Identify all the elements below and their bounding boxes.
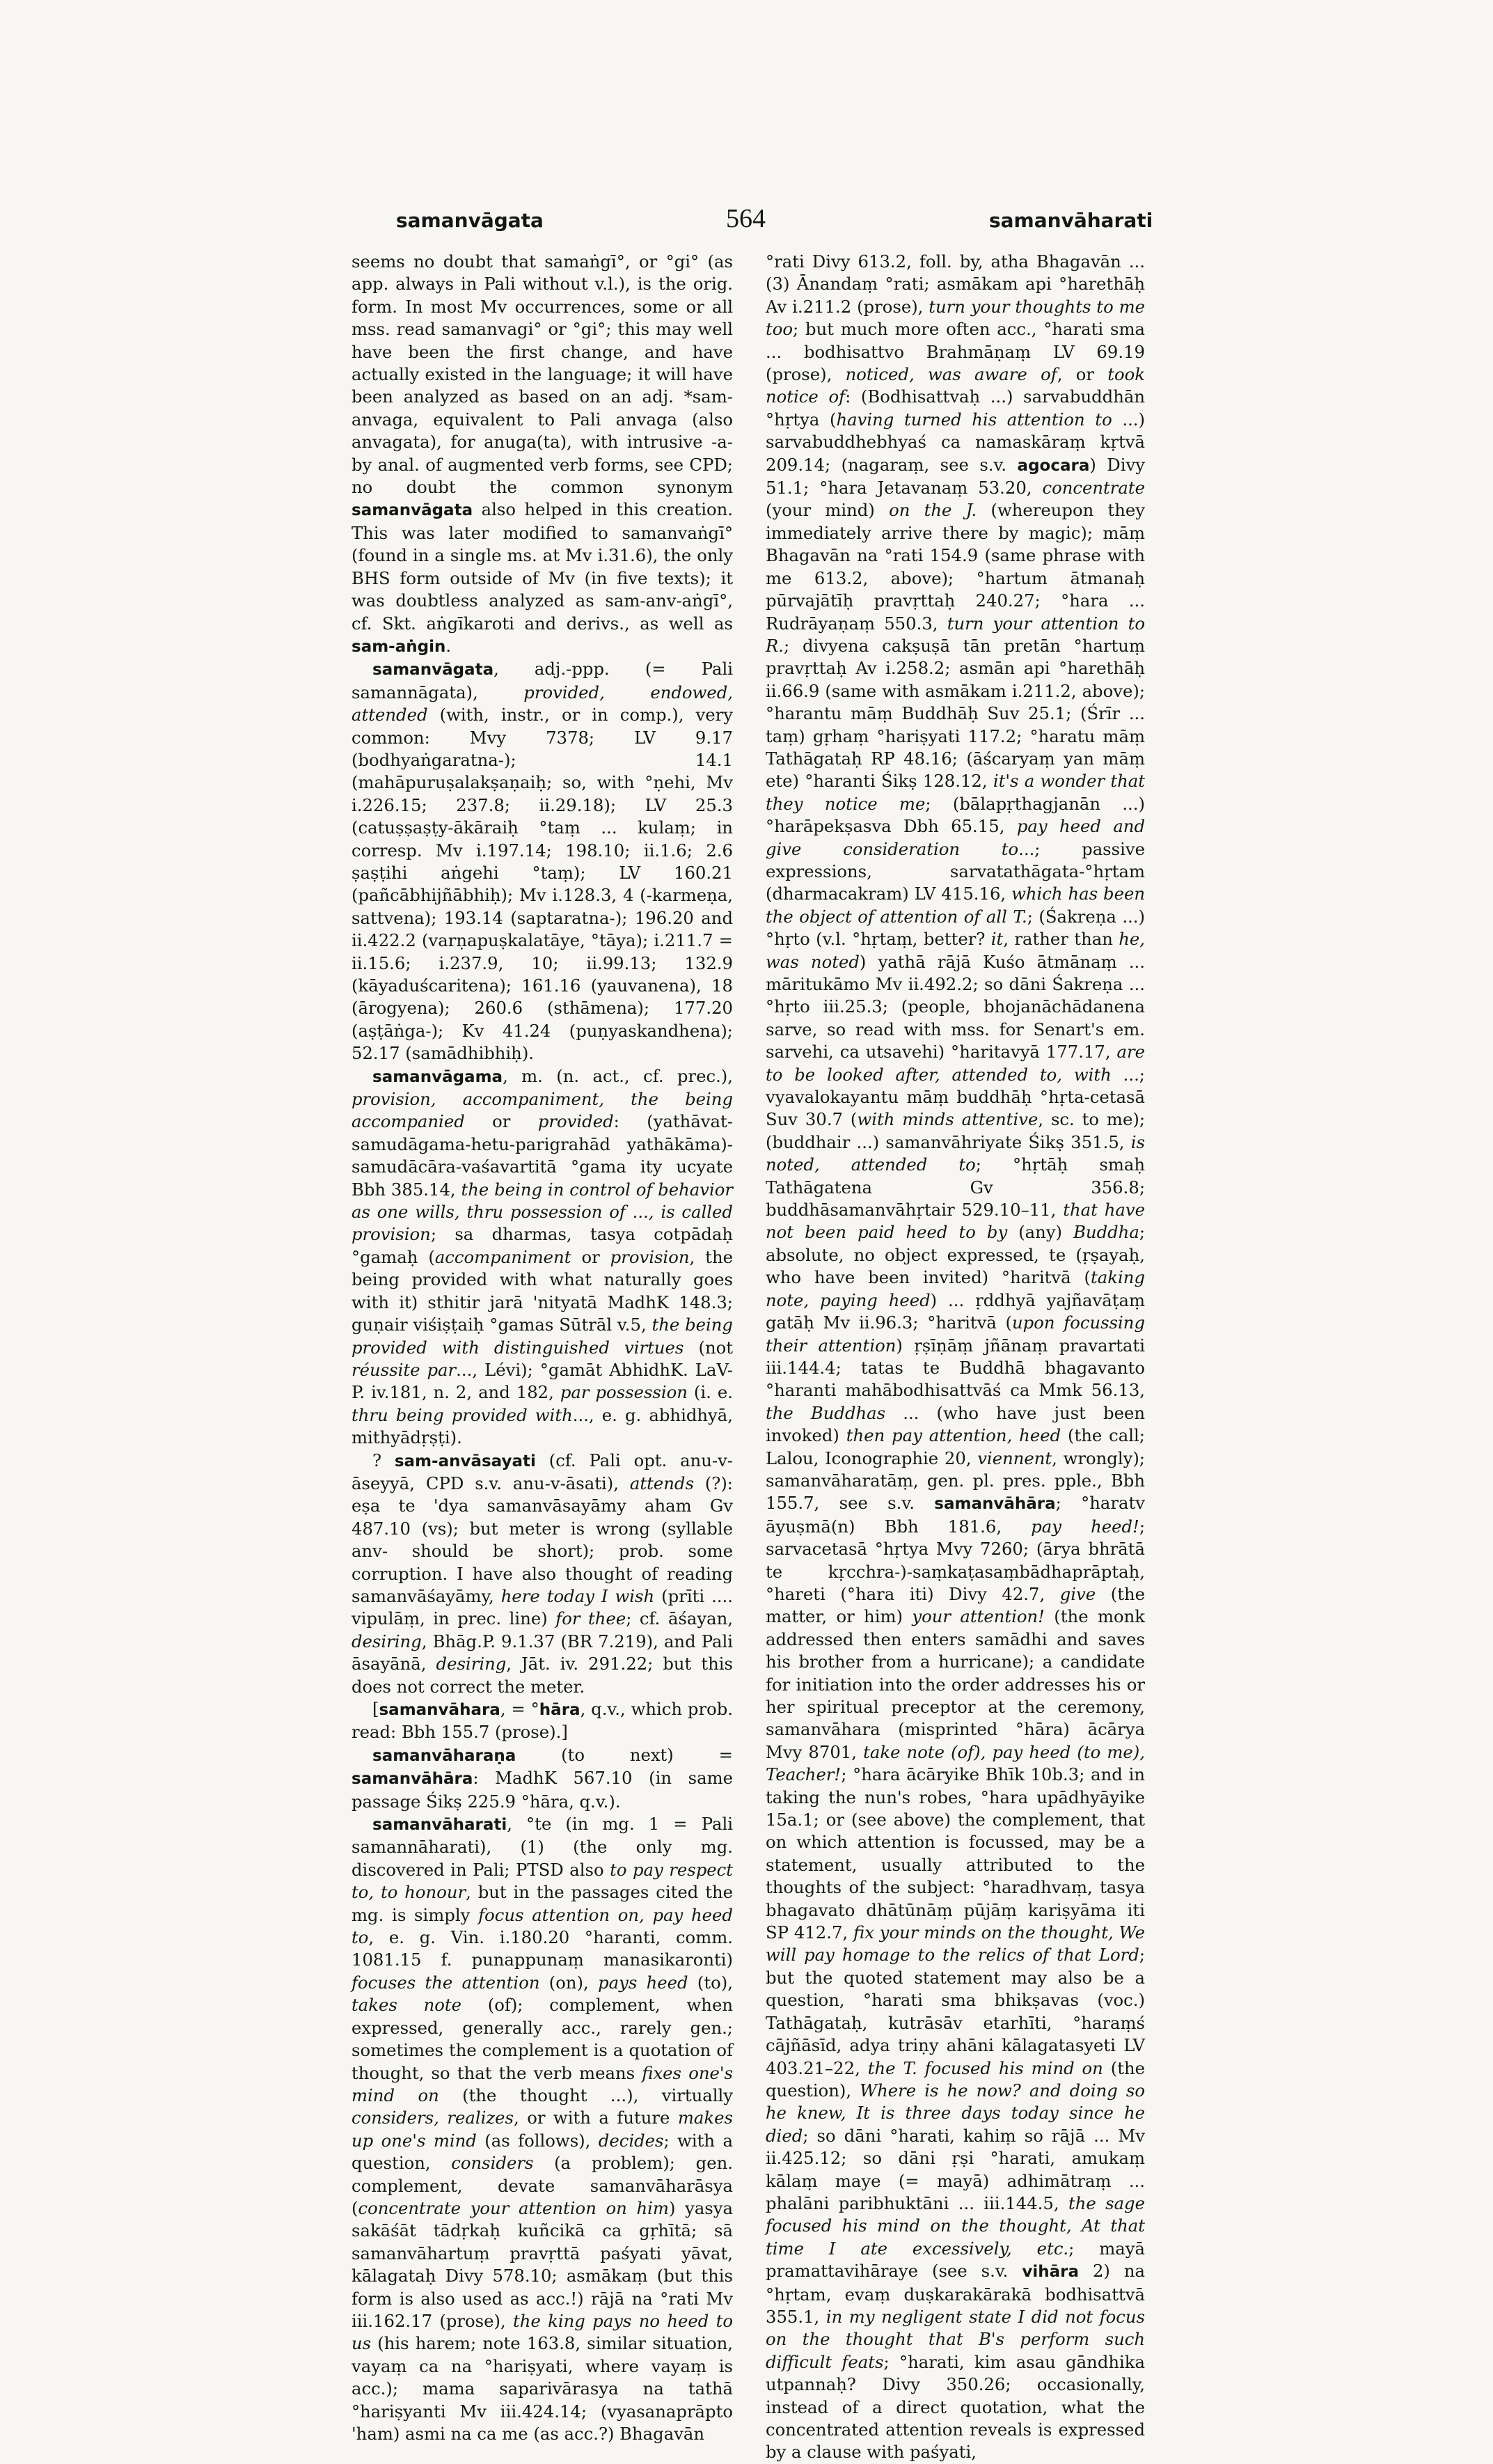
entry-text: (the call; Lalou, Iconographie 20, <box>766 1425 1145 1468</box>
entry-text: (a problem); gen. complement, devate samanvāharāsya ( <box>351 2153 733 2218</box>
italic-gloss: noticed, was aware of <box>845 364 1057 385</box>
entry-text: ? <box>372 1450 395 1470</box>
entry-text: (with, instr., or in comp.), very common: Mvy 7378; LV 9.17 (bodhyaṅgaratna-); 14.1 (mahāpuruṣalakṣaṇaiḥ; so, with °ṇehi, Mv i.226.15; 237.8; ii.29.18); LV 25.3 (catuṣṣaṣṭy-ākāraiḥ °taṃ ... kulaṃ; in corresp. Mv i.197.14; 198.10; ii.1.6; 2.6 ṣaṣṭihi aṅgehi °taṃ); LV 160.21 (pañcābhijñābhiḥ); Mv i.128.3, 4 (-karmeṇa, sattvena); 193.14 (saptaratna-); 196.20 and ii.422.2 (varṇapuṣkalatāye, °tāya); i.211.7 = ii.15.6; i.237.9, 10; ii.99.13; 132.9 (kāyaduścaritena); 161.16 (yauvanena), 18 (ārogyena); 260.6 (sthāmena); 177.20 (aṣṭāṅga-); Kv 41.24 (puṇyaskandhena); 52.17 (samādhibhiḥ). <box>351 705 733 1064</box>
entry-text: ...; passive expressions, sarvatathāgata-°hṛtam (dharmacakram) LV 415.16, <box>766 838 1145 904</box>
entry-text: (on), <box>539 1972 599 1993</box>
entry-text: , sc. to me); (buddhair ...) samanvāhriyate Śikṣ 351.5, <box>766 1109 1146 1152</box>
headword: samanvāgata <box>372 661 494 680</box>
entry-text: (i. e. <box>687 1382 733 1403</box>
entry-text: ) ... ṛddhyā yajñavāṭaṃ gatāḥ Mv ii.96.3; °haritvā ( <box>766 1289 1145 1333</box>
continued-paragraph <box>351 251 733 658</box>
entry-text: : (yathāvat-samudāgama-hetu-parigrahād yathākāma)-samudācāra-vaśavartitā °gama ity ucyate Bbh 385.14, <box>351 1111 733 1200</box>
entry-text: , Bhāg.P. 9.1.37 (BR 7.219), and Pali āsayānā, <box>351 1631 733 1674</box>
entry-text: also helped in this creation. This was later modified to samanvaṅgī° (found in a single ms. at Mv i.31.6), the only BHS form outside of Mv (in five texts); it was doubtless analyzed as sam-anv-aṅgī°, cf. Skt. aṅgīkaroti and derivs., as well as <box>351 499 733 634</box>
entry-text: : MadhK 567.10 (in same passage Śikṣ 225.9 °hāra, q.v.). <box>351 1768 733 1812</box>
italic-gloss: focus attention on, pay heed to <box>351 1904 733 1948</box>
italic-gloss: then pay attention, heed <box>846 1425 1061 1446</box>
italic-gloss: it <box>990 929 1004 950</box>
entry-text: , but in the passages cited the mg. is simply <box>351 1882 733 1925</box>
entry-text: ; with a question, <box>351 2130 733 2174</box>
italic-gloss: in my negligent state I did not focus on the thought that B's perform such difficult feats <box>766 2306 1145 2372</box>
italic-gloss: the king pays no heed to us <box>351 2310 733 2354</box>
italic-gloss: attends <box>629 1473 694 1493</box>
italic-gloss: upon focussing their attention <box>766 1312 1145 1356</box>
dictionary-entry <box>351 1065 733 1450</box>
italic-gloss: which has been the object of attention of all T. <box>766 884 1145 927</box>
entry-text: (whereupon they immediately arrive there by magic); māṃ Bhagavān na °rati 154.9 (same phrase with me 613.2, above); °hartum ātmanaḥ pūrvajātīḥ pravṛttaḥ 240.27; °hara ... Rudrāyaṇaṃ 550.3, <box>766 500 1145 634</box>
entry-text: (as follows), <box>476 2130 599 2151</box>
italic-gloss: took notice of <box>766 364 1145 407</box>
italic-gloss: viennent <box>977 1447 1052 1468</box>
italic-gloss: accompaniment <box>434 1246 571 1267</box>
italic-gloss: provision, accompaniment, the being accompanied <box>351 1089 733 1132</box>
entry-text: ..., e. g. abhidhyā, mithyādṛṣṭi). <box>351 1404 733 1448</box>
italic-gloss: focuses the attention <box>351 1972 540 1993</box>
entry-text: (to next) = <box>516 1744 733 1765</box>
entry-text: ; (Śakreṇa ...) °hṛto (v.l. °hṛtaṃ, better? <box>766 906 1145 950</box>
italic-gloss: the Buddhas <box>766 1402 886 1423</box>
entry-text: , rather than <box>1003 929 1119 950</box>
entry-text: ) yasya sakāśāt tādṛkaḥ kuñcikā ca gṛhītā; sā samanvāhartuṃ pravṛttā paśyati yāvat, kālagataḥ Divy 578.10; asmākaṃ (but this form is also used as acc.!) rājā na °rati Mv iii.162.17 (prose), <box>351 2197 733 2331</box>
entry-text: (any) <box>1007 1222 1074 1243</box>
italic-gloss: Buddha <box>1073 1222 1139 1243</box>
italic-gloss: makes up one's mind <box>351 2108 733 2151</box>
right-column <box>766 251 1146 2463</box>
entry-text: ; °harati, kim asau gāndhika utpannaḥ? Divy 350.26; occasionally, instead of a direct quotation, what the concentrated attention reveals is expressed by a clause with paśyati, <box>766 2351 1145 2463</box>
italic-gloss: considers, realizes <box>351 2108 514 2128</box>
entry-text: (of); complement, when expressed, generally acc., rarely gen.; sometimes the complement is a quotation of thought, so that the verb means <box>351 1995 733 2083</box>
italic-gloss: provision <box>610 1246 690 1267</box>
page-number: 564 <box>726 204 766 233</box>
dictionary-entry <box>351 1744 733 1813</box>
italic-gloss: concentrate <box>1042 478 1145 499</box>
entry-text: ; so dāni °harati, kahiṃ so rājā ... Mv ii.425.12; so dāni ṛṣi °harati, amukaṃ kālaṃ maye (= mayā) adhimātraṃ ... phalāni paribhuktāni ... iii.144.5, <box>766 2125 1145 2213</box>
entry-text: . <box>445 635 452 656</box>
italic-gloss: that have not been paid heed to by <box>766 1200 1146 1243</box>
italic-gloss: taking note, paying heed <box>766 1267 1145 1310</box>
entry-text: (the question), <box>766 2057 1146 2101</box>
italic-gloss: thru being provided with <box>351 1404 573 1425</box>
entry-text: , e. g. Vin. i.180.20 °haranti, comm. 1081.15 f. punappunaṃ manasikaronti) <box>351 1927 733 1970</box>
entry-text: ; mayā pramattavihāraye (see s.v. <box>766 2238 1146 2282</box>
entry-text: , m. (n. act., cf. prec.), <box>503 1065 733 1086</box>
italic-gloss: fixes one's mind on <box>351 2062 733 2105</box>
headword: samanvāharaṇa <box>372 1746 516 1765</box>
entry-text: ; °haratv āyuṣmā(n) Bbh 181.6, <box>766 1493 1145 1537</box>
italic-gloss: the being provided with distinguished virtues <box>351 1315 733 1358</box>
entry-text: ... (who have just been invoked) <box>766 1402 1146 1446</box>
running-head-left: samanvāgata <box>396 209 544 232</box>
entry-text: (?): eṣa te 'dya samanvāsayāmy aham Gv 487.10 (vs); but meter is wrong (syllable anv- should be short); prob. some corruption. I have also thought of reading samanvāśayāmy, <box>351 1473 733 1606</box>
headword: samanvāharati <box>372 1816 507 1835</box>
italic-gloss: desiring <box>436 1654 507 1674</box>
entry-text: , adj.-ppp. (= Pali samannāgata), <box>351 659 733 703</box>
headword: samanvāhāra <box>934 1495 1056 1514</box>
italic-gloss: he, was noted <box>766 929 1145 972</box>
italic-gloss: the being in control of behavior as one wills, thru possession of ..., is called provision <box>351 1179 733 1245</box>
headword: samanvāhāra <box>351 1770 473 1789</box>
headword: vihāra <box>1022 2263 1079 2282</box>
italic-gloss: having turned his attention to <box>836 409 1112 430</box>
entry-text: ) ṛṣīṇāṃ jñānaṃ pravartati iii.144.4; tatas te Buddhā bhagavanto °haranti mahābodhisattvāś ca Mmk 56.13, <box>766 1335 1145 1401</box>
entry-text: seems no doubt that samaṅgī°, or °gi° (as app. always in Pali without v.l.), is the orig. form. In most Mv occurrences, some or all mss. read samanvagi° or °gi°; this may well have been the first change, and have actually existed in the language; it will have been analyzed as based on an adj. *sam-anvaga, equivalent to Pali anvaga (also anvagata), for anuga(ta), with intrusive -a- by anal. of augmented verb forms, see CPD; no doubt the common synonym <box>351 251 733 498</box>
left-column <box>351 251 734 2444</box>
entry-text: , or with a future <box>514 2108 678 2128</box>
italic-gloss: fix your minds on the thought, We will pay homage to the relics of that Lord <box>766 1922 1145 1965</box>
italic-gloss: for thee <box>555 1608 626 1629</box>
headword: samanvāhara <box>379 1701 500 1719</box>
entry-text: ; (bālapṛthagjanān ...) °harāpekṣasva Dbh 65.15, <box>766 793 1145 837</box>
italic-gloss: give <box>1059 1583 1096 1604</box>
entry-text: 2) na °hṛtam, evaṃ duṣkarakārakā bodhisattvā 355.1, <box>766 2261 1145 2327</box>
italic-gloss: here today I wish <box>500 1585 655 1606</box>
entry-text: ; cf. āśayan, <box>626 1608 733 1629</box>
entry-text: ..., Lévi); °gamāt AbhidhK. LaV-P. iv.181, n. 2, and 182, <box>351 1359 734 1403</box>
italic-gloss: decides <box>598 2130 664 2151</box>
entry-text: (not <box>684 1337 733 1358</box>
entry-text: or <box>464 1111 538 1132</box>
entry-text: , wrongly); samanvāharatāṃ, gen. pl. pres. pple., Bbh 155.7, see s.v. <box>766 1447 1145 1514</box>
italic-gloss: turn your attention to R. <box>766 613 1145 656</box>
entry-text: ) yathā rājā Kuśo ātmānaṃ ... māritukāmo Mv ii.492.2; so dāni Śakreṇa ... °hṛto iii.25.3; (people, bhojanāchādanena sarve, so read with mss. for Senart's em. sarvehi, ca utsavehi) °haritavyā 177.17, <box>766 951 1145 1062</box>
italic-gloss: pay heed! <box>1031 1516 1139 1537</box>
headword: samanvāgata <box>351 501 473 520</box>
entry-text: , q.v., which prob. read: Bbh 155.7 (prose).] <box>351 1699 733 1743</box>
entry-text: ; but the quoted statement may also be a question, °harati sma bhikṣavas (voc.) Tathāgataḥ, kutrāsāv etarhīti, °haraṃś cājñāsīd, adya triṇy ahāni kālagatasyeti LV 403.21–22, <box>766 1945 1145 2078</box>
entry-text: (his harem; note 163.8, similar situation, vayaṃ ca na °hariṣyati, where vayaṃ is acc.); mama saparivārasya na tathā °hariṣyanti Mv iii.424.14; (vyasanaprāpto 'ham) asmi na ca me (as acc.?) Bhagavān <box>351 2333 733 2444</box>
running-head-right: samanvāharati <box>989 209 1153 232</box>
italic-gloss: are to be looked after, attended to, with <box>766 1042 1145 1085</box>
entry-text: ; divyena cakṣuṣā tān pretān °hartuṃ pravṛttaḥ Av i.258.2; asmān api °harethāḥ ii.66.9 (same with asmākam i.211.2, above); °harantu māṃ Buddhāḥ Suv 25.1; (Śrīr ... taṃ) gṛhaṃ °hariṣyati 117.2; °haratu māṃ Tathāgataḥ RP 48.16; (āścaryaṃ yan māṃ ete) °haranti Śikṣ 128.12, <box>766 635 1145 792</box>
italic-gloss: Where is he now? and doing so he knew, It is three days today since he died <box>766 2080 1145 2146</box>
dictionary-entry <box>351 1813 733 2445</box>
headword: samanvāgama <box>372 1067 503 1086</box>
italic-gloss: your attention! <box>912 1606 1045 1627</box>
entry-text: ; °hara ācāryike Bhīk 10b.3; and in taking the nun's robes, °hara upādhyāyike 15a.1; or (see above) the complement, that on which attention is focussed, may be a statement, usually attributed to the thoughts of the subject: °haradhvaṃ, tasya bhagavato dhātūnāṃ pūjāṃ kariṣyāma iti SP 412.7, <box>766 1764 1145 1943</box>
italic-gloss: desiring <box>351 1631 422 1651</box>
entry-text: , or <box>1057 364 1108 385</box>
italic-gloss: provided, endowed, attended <box>351 682 733 725</box>
entry-text: or <box>571 1246 610 1267</box>
entry-text: , = ° <box>500 1699 539 1719</box>
italic-gloss: pay heed and give consideration to <box>766 816 1146 859</box>
italic-gloss: the T. focused his mind on <box>867 2057 1103 2078</box>
entry-text: , Jāt. iv. 291.22; but this does not correct the meter. <box>351 1654 733 1697</box>
entry-text: , °te (in mg. 1 = Pali samannāharati), (1) (the only mg. discovered in Pali; PTSD also <box>351 1814 733 1880</box>
entry-text: ; but much more often acc., °harati sma ... bodhisattvo Brahmāṇaṃ LV 69.19 (prose), <box>766 319 1145 385</box>
entry-text: ) Divy 51.1; °hara Jetavanaṃ 53.20, <box>766 454 1145 499</box>
entry-text: (the matter, or him) <box>766 1583 1145 1627</box>
dictionary-entry <box>351 1698 733 1744</box>
headword: hāra <box>539 1701 580 1719</box>
headword: agocara <box>1017 456 1090 475</box>
italic-gloss: provided <box>537 1111 614 1132</box>
italic-gloss: it's a wonder that they notice me <box>766 771 1145 814</box>
italic-gloss: concentrate your attention on him <box>358 2197 669 2218</box>
italic-gloss: is noted, attended to <box>766 1131 1145 1175</box>
entry-text: [ <box>372 1699 379 1719</box>
italic-gloss: turn your thoughts to me too <box>766 296 1145 340</box>
dictionary-entry <box>351 1450 733 1698</box>
italic-gloss: considers <box>451 2153 534 2174</box>
entry-text: (your mind) <box>766 500 890 521</box>
italic-gloss: take note (of), pay heed (to me), Teacher! <box>766 1741 1145 1785</box>
headword: sam-anvāsayati <box>394 1452 536 1470</box>
entry-text: (cf. Pali opt. anu-v-āseyyā, CPD s.v. anu-v-āsati), <box>351 1450 734 1493</box>
italic-gloss: the sage focused his mind on the thought, At that time I ate excessively, etc. <box>766 2192 1145 2259</box>
entry-text: ...) sarvabuddhebhyaś ca namaskāraṃ kṛtvā 209.14; (nagaraṃ, see s.v. <box>766 409 1146 475</box>
entry-text: (prīti .... vipulāṃ, in prec. line) <box>351 1585 734 1629</box>
italic-gloss: on the J. <box>889 500 977 521</box>
italic-gloss: with minds attentive <box>857 1109 1038 1130</box>
entry-text: (the monk addressed then enters samādhi and saves his brother from a hurricane); a candidate for initiation into the order addresses his or her spiritual preceptor at the ceremony, samanvāhara (misprinted °hāra) ācārya Mvy 8701, <box>766 1606 1145 1762</box>
italic-gloss: réussite par <box>351 1359 457 1380</box>
italic-gloss: to pay respect to, to honour <box>351 1859 734 1903</box>
entry-text: , the being provided with what naturally goes with it) sthitir jarā 'nityatā MadhK 148.3; guṇair viśiṣṭaiḥ °gamas Sūtrāl v.5, <box>351 1246 733 1335</box>
italic-gloss: par possession <box>560 1382 688 1403</box>
entry-text: ; absolute, no object expressed, te (ṛṣayaḥ, who have been invited) °haritvā ( <box>766 1222 1145 1288</box>
entry-text: ; °hṛtāḥ smaḥ Tathāgatena Gv 356.8; buddhāsamanvāhṛtair 529.10–11, <box>766 1154 1145 1221</box>
entry-text: ; sarvacetasā °hṛtya Mvy 7260; (ārya bhrātā te kṛcchra-)-saṃkaṭasaṃbādhaprāptaḥ, °hareti (°hara iti) Divy 42.7, <box>766 1516 1145 1604</box>
headword: sam-aṅgin <box>351 637 446 656</box>
entry-text: ; sa dharmas, tasya cotpādaḥ °gamaḥ ( <box>351 1224 733 1267</box>
dictionary-entry <box>351 658 733 1065</box>
italic-gloss: takes note <box>351 1995 461 2016</box>
entry-text: (to), <box>688 1972 734 1993</box>
continued-paragraph <box>766 251 1145 2464</box>
entry-text: °rati Divy 613.2, foll. by, atha Bhagavān ... (3) Ānandaṃ °rati; asmākam api °harethāḥ Av i.211.2 (prose), <box>766 251 1145 317</box>
entry-text: (the thought ...), virtually <box>439 2085 733 2105</box>
entry-text: : (Bodhisattvaḥ ...) sarvabuddhān °hṛtya ( <box>766 386 1145 430</box>
italic-gloss: pays heed <box>598 1972 688 1993</box>
entry-text: ...; vyavalokayantu māṃ buddhāḥ °hṛta-cetasā Suv 30.7 ( <box>766 1064 1145 1130</box>
